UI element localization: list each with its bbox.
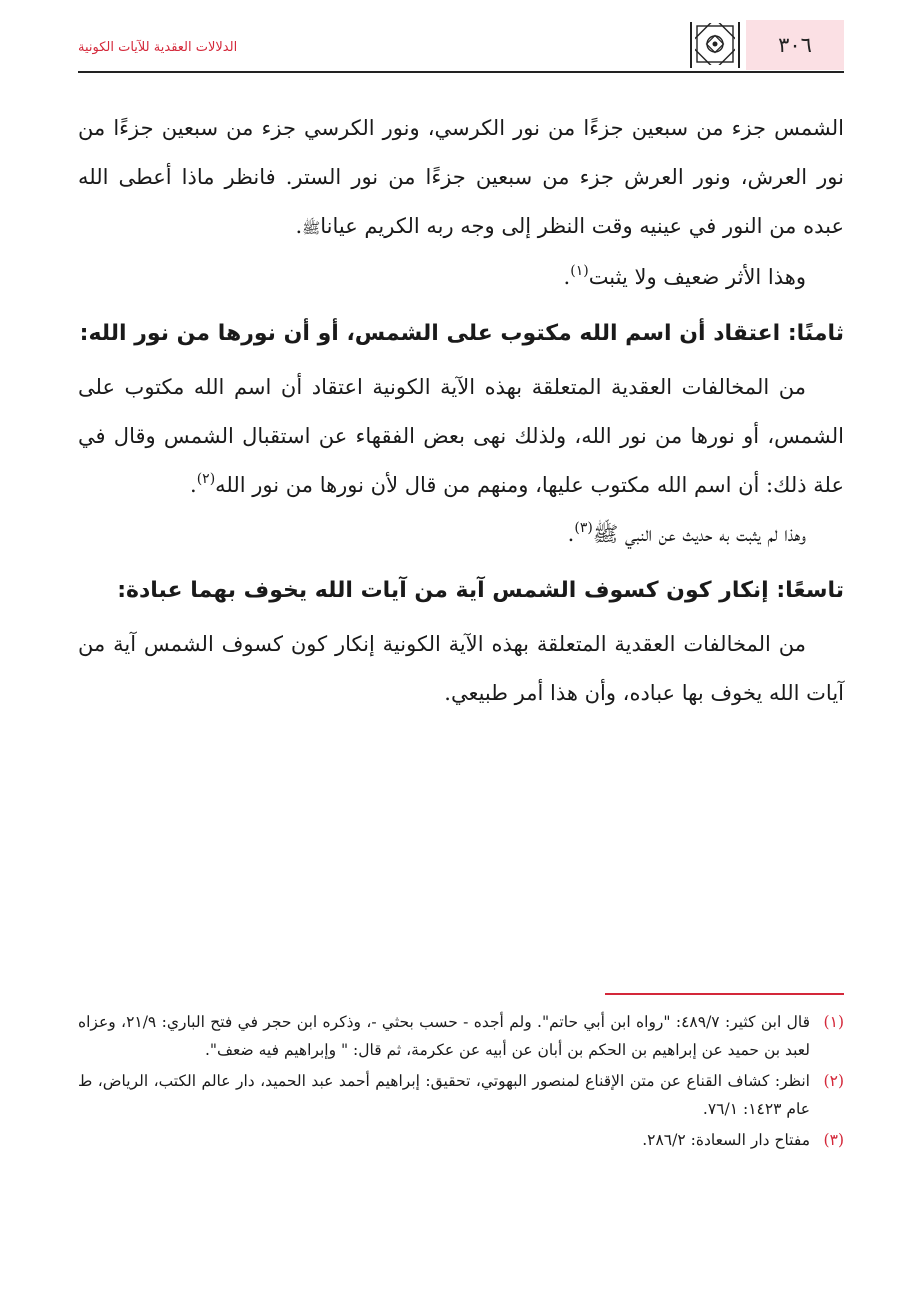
paragraph-text: من المخالفات العقدية المتعلقة بهذه الآية الكونية اعتقاد أن اسم الله مكتوب على الشمس، أو نورها من نور الله، ولذلك نهى بعض الفقهاء عن استقبال الشمس وقال في علة ذلك: أن اسم الله مكتوب عليها، ومنهم من قال لأن نورها من نور الله — [78, 375, 844, 497]
footnote — [78, 1067, 844, 1123]
footnote-text: انظر: كشاف القناع عن متن الإقناع لمنصور البهوتي، تحقيق: إبراهيم أحمد عبد الحميد، دار عالم الكتب، الرياض، ط عام ١٤٢٣: ٧٦/١. — [78, 1072, 810, 1118]
footnote-number: (٣) — [823, 1131, 844, 1149]
running-title: الدلالات العقدية للآيات الكونية — [78, 40, 238, 55]
paragraph-end: . — [295, 214, 303, 238]
footnote-ref[interactable]: (٣) — [574, 520, 593, 536]
paragraph: من المخالفات العقدية المتعلقة بهذه الآية الكونية إنكار كون كسوف الشمس آية من آيات الله يخوف بها عباده، وأن هذا أمر طبيعي. — [78, 632, 844, 705]
footnote — [78, 1126, 844, 1154]
paragraph — [78, 510, 844, 559]
honorific-symbol: ﷺ — [302, 219, 321, 237]
footnote-ref[interactable]: (١) — [570, 263, 589, 279]
paragraph — [78, 253, 844, 302]
footnote-number: (١) — [823, 1013, 844, 1031]
paragraph-text: وهذا الأثر ضعيف ولا يثبت — [588, 265, 806, 289]
paragraph — [78, 104, 844, 253]
section-heading: تاسعًا: إنكار كون كسوف الشمس آية من آيات الله يخوف بهما عبادة: — [117, 578, 844, 603]
paragraph-end: . — [190, 473, 197, 497]
footnote — [78, 1008, 844, 1064]
page-number: ٣٠٦ — [746, 20, 844, 70]
paragraph — [78, 363, 844, 510]
header-divider — [78, 71, 844, 73]
section-heading: ثامنًا: اعتقاد أن اسم الله مكتوب على الشمس، أو أن نورها من نور الله: — [79, 321, 844, 346]
paragraph-end: . — [567, 522, 575, 546]
footnote-divider — [605, 993, 844, 995]
footnote-number: (٢) — [823, 1072, 844, 1090]
main-text — [78, 104, 844, 718]
paragraph-end: . — [563, 265, 571, 289]
footnote-text: قال ابن كثير: ٤٨٩/٧: "رواه ابن أبي حاتم". ولم أجده - حسب بحثي -، وذكره ابن حجر في فتح الباري: ٢١/٩، وعزاه لعبد بن حميد عن إبراهيم بن الحكم بن أبان عن أبيه عن عكرمة، ثم قال: " وإبراهيم فيه ضعف". — [78, 1013, 810, 1059]
footnote-text: مفتاح دار السعادة: ٢٨٦/٢. — [642, 1131, 810, 1149]
paragraph-text: وهذا لم يثبت به حديث عن النبي ﷺ — [592, 522, 806, 546]
page-header — [78, 20, 844, 72]
footnotes — [78, 1008, 844, 1157]
footnote-ref[interactable]: (٢) — [196, 471, 216, 487]
paragraph-text: الشمس جزء من سبعين جزءًا من نور الكرسي، ونور الكرسي جزء من سبعين جزءًا من نور العرش، ونور العرش جزء من سبعين جزءًا من نور الستر. فانظر ماذا أعطى الله عبده من النور في عينيه وقت النظر إلى وجه ربه الكريم عيانا — [78, 116, 844, 238]
geometric-rosette-icon — [690, 22, 740, 68]
